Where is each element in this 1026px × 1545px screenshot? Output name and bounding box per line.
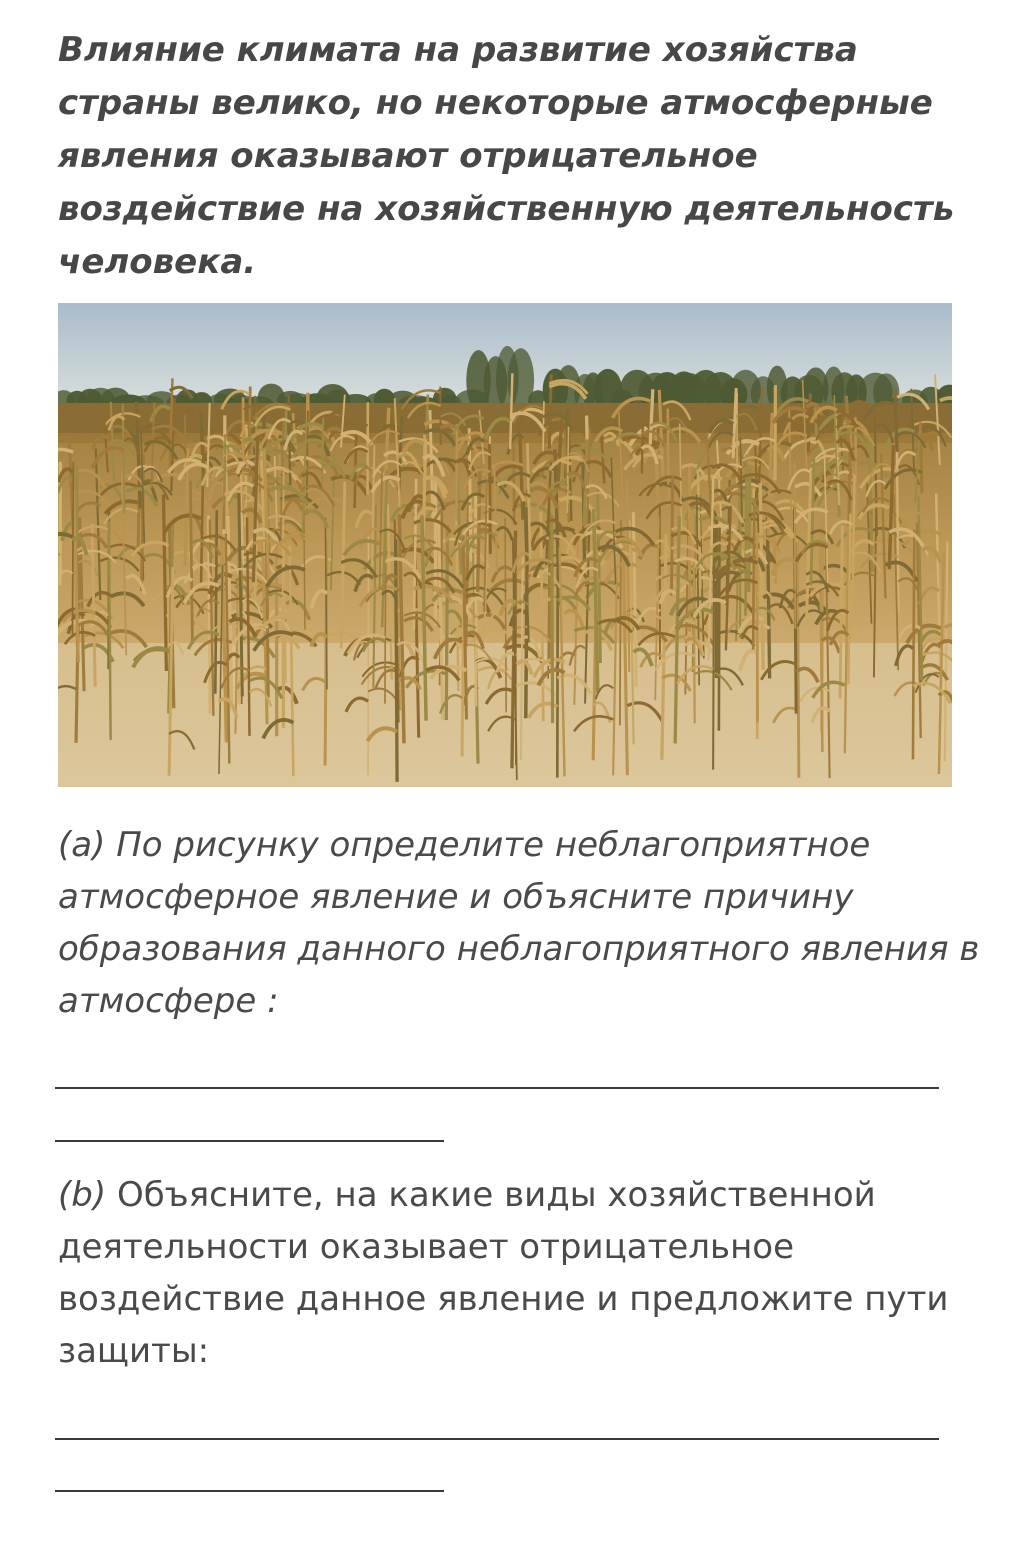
question-a-marker: (a) xyxy=(58,825,106,865)
answer-line[interactable] xyxy=(55,1490,444,1492)
intro-paragraph: Влияние климата на развитие хозяйства страны велико, но некоторые атмосферные явления оказывают отрицательное воздействие на хозяйственную деятельность человека. xyxy=(58,30,955,282)
answer-line[interactable] xyxy=(55,1438,939,1440)
drought-field-photo xyxy=(58,303,952,787)
question-b xyxy=(58,1169,988,1377)
question-b-text: Объясните, на какие виды хозяйственной деятельности оказывает отрицательное воздействие данное явление и предложите пути защиты: xyxy=(58,1175,949,1371)
question-b-marker: (b) xyxy=(58,1175,107,1215)
question-a-text: По рисунку определите неблагоприятное атмосферное явление и объясните причину образования данного неблагоприятного явления в атмосфере : xyxy=(58,825,980,1021)
answer-line[interactable] xyxy=(55,1140,444,1142)
answer-line[interactable] xyxy=(55,1087,939,1089)
question-a xyxy=(58,819,988,1027)
